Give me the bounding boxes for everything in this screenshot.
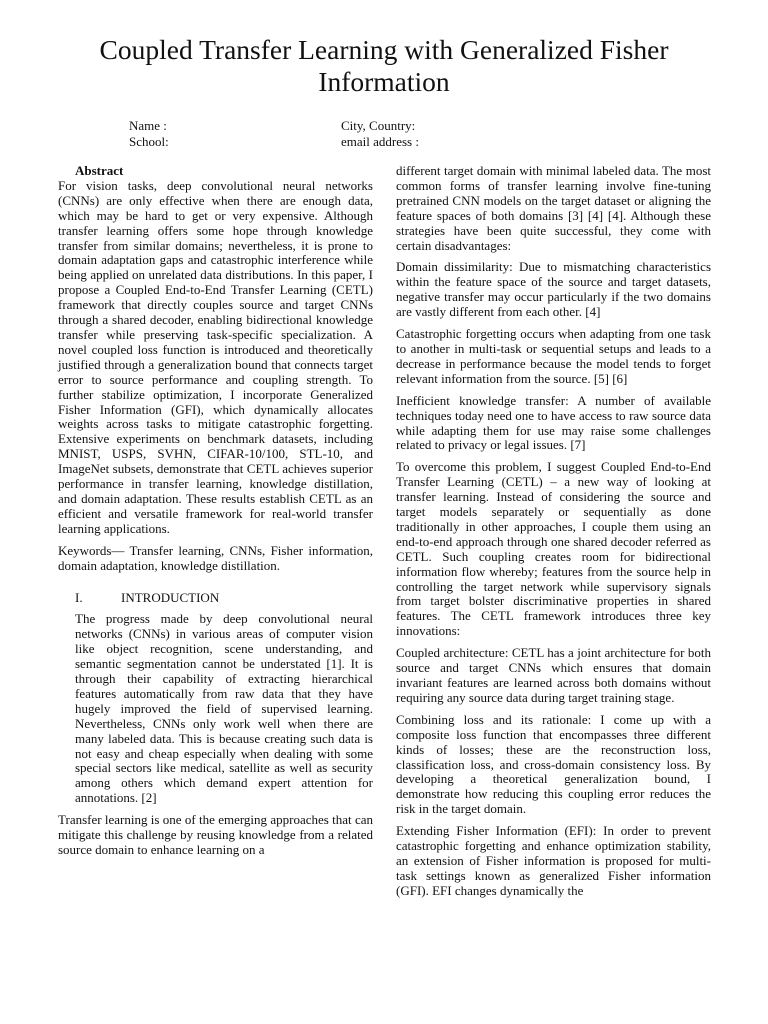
section-title: INTRODUCTION bbox=[121, 590, 220, 606]
right-paragraph: Extending Fisher Information (EFI): In order to prevent catastrophic forgetting and enhance optimization stability, an extension of Fisher information is proposed for multi-task settings known as generalized Fisher information (GFI). EFI changes dynamically the bbox=[396, 823, 711, 898]
section-heading-introduction bbox=[58, 591, 373, 606]
right-paragraph: Inefficient knowledge transfer: A number of available techniques today need one to have access to raw source data while adapting them for use may raise some challenges related to privacy or legal issues. [7] bbox=[396, 392, 711, 453]
intro-paragraph-2: Transfer learning is one of the emerging approaches that can mitigate this challenge by reusing knowledge from a related source domain to enhance learning on a bbox=[58, 812, 373, 857]
school-label: School: bbox=[129, 133, 169, 149]
right-paragraph: Catastrophic forgetting occurs when adapting from one task to another in multi-task or sequential setups and leads to a decrease in performance because the model tends to forget relevant information from the source. [5] [6] bbox=[396, 326, 711, 386]
left-column bbox=[58, 164, 373, 865]
right-paragraph: Coupled architecture: CETL has a joint architecture for both source and target CNNs which ensures that domain invariant features are learned across both domains without requiring any source data during target training stage. bbox=[396, 645, 711, 705]
keywords: Keywords— Transfer learning, CNNs, Fisher information, domain adaptation, knowledge distillation. bbox=[58, 542, 373, 573]
author-left bbox=[129, 118, 169, 149]
section-number: I. bbox=[75, 590, 83, 606]
city-label: City, Country: bbox=[341, 118, 416, 133]
abstract-text: For vision tasks, deep convolutional neural networks (CNNs) are only effective when there are enough data, which may be hard to get or very expensive. Although transfer learning offers some hope through knowledge transfer from similar domains; nevertheless, it is prone to domain adaptation gaps and catastrophic interference while being applied on unrelated data distributions. In this paper, I propose a Coupled End-to-End Transfer Learning (CETL) framework that directly couples source and target CNNs through a shared decoder, enabling bidirectional knowledge transfer while preserving task-specific specialization. A novel coupled loss function is introduced and theoretically justified through a generalization bound that connects target error to source performance and coupling strength. To further stabilize optimization, I incorporate Generalized Fisher Information (GFI), which dynamically allocates weights across tasks to mitigate catastrophic forgetting. Extensive experiments on benchmark datasets, including MNIST, USPS, SVHN, CIFAR-10/100, STL-10, and ImageNet subsets, demonstrate that CETL achieves superior performance in transfer learning, knowledge distillation, and domain adaptation. These results establish CETL as an efficient and versatile framework for real-world transfer learning applications. bbox=[58, 177, 373, 536]
paper-title: Coupled Transfer Learning with Generalized Fisher Information bbox=[99, 34, 669, 97]
email-label: email address : bbox=[341, 133, 419, 149]
author-right bbox=[341, 118, 419, 149]
right-paragraph: To overcome this problem, I suggest Coupled End-to-End Transfer Learning (CETL) – a new way of looking at transfer learning. Instead of considering the source and target models separately or sequentially as done traditionally in other approaches, I couple them using an end-to-end approach through one shared decoder referred as CETL. Such coupling creates room for bidirectional information flow whereby; features from the source help in controlling the target network while supervisory signals from target bolster discriminative properties in shared features. The CETL framework introduces three key innovations: bbox=[396, 459, 711, 639]
right-paragraph: Domain dissimilarity: Due to mismatching characteristics within the feature space of the source and target datasets, negative transfer may occur particularly if the two domains are vastly different from each other. [4] bbox=[396, 259, 711, 320]
right-paragraph: different target domain with minimal labeled data. The most common forms of transfer learning involve fine-tuning pretrained CNN models on the target dataset or aligning the feature spaces of both domains [3] [4] [4]. Although these strategies have been quite successful, they come with certain disadvantages: bbox=[396, 163, 711, 253]
abstract-heading: Abstract bbox=[75, 163, 124, 178]
intro-paragraph-1: The progress made by deep convolutional neural networks (CNNs) in various areas of computer vision like object recognition, scene understanding, and semantic segmentation cannot be understated [1]. It is through their capability of extracting hierarchical features automatically from raw data that they have hugely improved the field of supervised learning. Nevertheless, CNNs only work well when there are many labeled data. This is because creating such data is not easy and cheap especially when dealing with some special sectors like medical, satellite as well as security among others which demand expert attention for annotations. [2] bbox=[75, 611, 373, 806]
right-paragraph: Combining loss and its rationale: I come up with a composite loss function that encompasses three different kinds of losses; these are the reconstruction loss, classification loss, and cross-domain consistency loss. By developing a theoretical generalization bound, I demonstrate how reducing this coupling error reduces the risk in the target domain. bbox=[396, 711, 711, 817]
right-column bbox=[396, 164, 711, 906]
name-label: Name : bbox=[129, 118, 167, 133]
